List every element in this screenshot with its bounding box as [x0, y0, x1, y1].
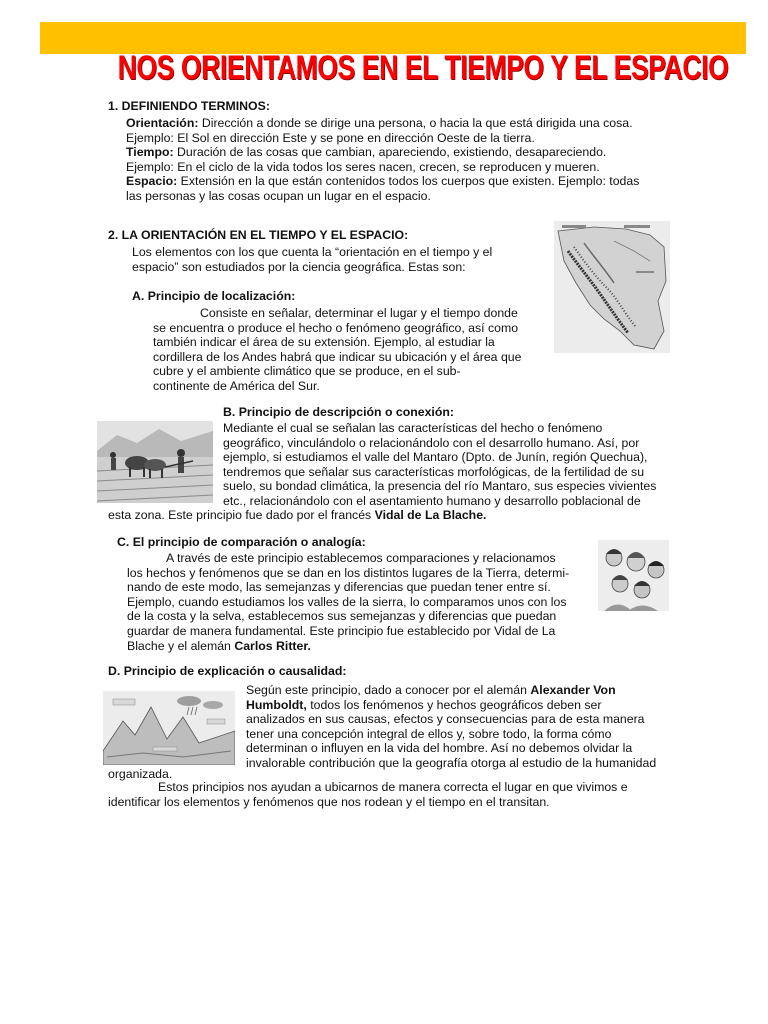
section2-intro-line: espacio” son estudiados por la ciencia geográfica. Estas son:: [132, 259, 466, 274]
principle-b-line: geográfico, vinculándolo o relacionándolo con el desarrollo humano. Así, por: [223, 435, 640, 450]
tiempo-definition: [126, 145, 746, 160]
tiempo-text: Duración de las cosas que cambian, apareciendo, existiendo, desapareciendo.: [173, 145, 607, 160]
principle-a-body: [153, 306, 553, 394]
farmers-plowing-image: [97, 421, 213, 503]
carlos-ritter: Carlos Ritter.: [234, 638, 311, 653]
people-image: [598, 540, 669, 611]
section2-intro: [132, 245, 552, 274]
farm-icon: [97, 421, 213, 503]
principle-a-line: continente de América del Sur.: [153, 378, 320, 393]
principle-d-text: todos los fenómenos y hechos geográficos deben ser: [306, 697, 602, 712]
principle-d-body: [246, 683, 686, 771]
principle-a-heading: A. Principio de localización:: [132, 289, 296, 303]
principle-d-line: analizados en sus causas, efectos y consecuencias para de esta manera: [246, 712, 645, 727]
principle-b-line: ejemplo, si estudiamos el valle del Mantaro (Dpto. de Junín, región Quechua),: [223, 450, 648, 465]
map-icon: [554, 221, 670, 353]
section2-heading: 2. LA ORIENTACIÓN EN EL TIEMPO Y EL ESPACIO:: [108, 228, 409, 242]
principle-c-heading: C. El principio de comparación o analogía:: [117, 535, 366, 549]
espacio-text: Extensión en la que están contenidos todos los cuerpos que existen. Ejemplo: todas: [177, 174, 640, 189]
principle-c-line: A través de este principio establecemos comparaciones y relacionamos: [166, 551, 556, 565]
principle-c-line: nando de este modo, las semejanzas y diferencias que puedan tener entre sí.: [127, 580, 551, 595]
section2-intro-line: Los elementos con los que cuenta la “orientación en el tiempo y el: [132, 245, 493, 259]
espacio-definition: [126, 174, 746, 189]
orientacion-text: Dirección a donde se dirige una persona, o hacia la que está dirigida una cosa.: [198, 116, 633, 130]
principle-d-line: [246, 698, 686, 713]
principle-c-line: guardar de manera fundamental. Este principio fue establecido por Vidal de La: [127, 623, 556, 638]
orientacion-term: Orientación:: [126, 116, 199, 130]
principle-d-text: Según este principio, dado a conocer por el alemán: [246, 683, 531, 697]
principle-b-last-line: [108, 508, 708, 523]
principle-d-line: tener una concepción integral de ellos y, sobre todo, la forma cómo: [246, 726, 612, 741]
principle-c-line: Ejemplo, cuando estudiamos los valles de la sierra, lo comparamos unos con los: [127, 594, 567, 609]
principle-b-line: suelo, su bondad climática, la presencia del río Mantaro, sus especies vivientes: [223, 479, 657, 494]
page-title: NOS ORIENTAMOS EN EL TIEMPO Y EL ESPACIO: [117, 49, 729, 87]
principle-d-closing: organizada.: [108, 767, 173, 781]
principle-a-line: cordillera de los Andes habrá que indicar su ubicación y el área que: [153, 349, 522, 364]
section1-heading: 1. DEFINIENDO TERMINOS:: [108, 99, 270, 113]
people-icon: [598, 540, 669, 611]
principle-a-line: también indicar el área de su extensión. Ejemplo, al estudiar la: [153, 335, 495, 350]
definitions-block: [126, 116, 746, 204]
principle-b-line: etc., relacionándolo con el asentamiento humano y desarrollo poblacional de: [223, 493, 641, 508]
principle-d-heading: D. Principio de explicación o causalidad:: [108, 664, 347, 678]
principle-d-line: invalorable contribución que la geografía otorga al estudio de la humanidad: [246, 755, 657, 770]
orientacion-example: Ejemplo: El Sol en dirección Este y se pone en dirección Oeste de la tierra.: [126, 130, 535, 145]
espacio-term: Espacio:: [126, 174, 178, 189]
principle-c-line: de la costa y la selva, establecemos sus semejanzas y diferencias que puedan: [127, 609, 557, 624]
tiempo-term: Tiempo:: [126, 145, 174, 160]
geographic-diagram-image: [103, 691, 235, 765]
diagram-icon: [103, 691, 235, 765]
conclusion-block: [108, 780, 708, 809]
principle-a-line: Consiste en señalar, determinar el lugar y el tiempo donde: [200, 306, 518, 320]
principle-b-body: [223, 421, 693, 509]
principle-c-last-line: [127, 639, 597, 654]
principle-d-line: [246, 683, 686, 698]
principle-c-text: Blache y el alemán: [127, 638, 235, 653]
principle-c-line: los hechos y fenómenos que se dan en los distintos lugares de la Tierra, determi-: [127, 565, 570, 580]
orientacion-definition: [126, 116, 746, 131]
principle-b-text: esta zona. Este principio fue dado por el francés: [108, 508, 375, 522]
alexander-von: Alexander Von: [530, 683, 616, 697]
principle-c-body: [127, 551, 597, 653]
vidal-de-la-blache: Vidal de La Blache.: [374, 508, 487, 522]
humboldt: Humboldt,: [246, 697, 307, 712]
conclusion-line: identificar los elementos y fenómenos que nos rodean y el tiempo en el transitan.: [108, 794, 550, 809]
espacio-definition-cont: las personas y las cosas ocupan un lugar en el espacio.: [126, 188, 431, 203]
principle-b-heading: B. Principio de descripción o conexión:: [223, 405, 454, 419]
principle-b-line: Mediante el cual se señalan las características del hecho o fenómeno: [223, 421, 603, 435]
principle-b-line: tendremos que señalar sus características morfológicas, de la fertilidad de su: [223, 464, 645, 479]
peru-map-image: [554, 221, 670, 353]
tiempo-example: Ejemplo: En el ciclo de la vida todos los seres nacen, crecen, se reproducen y mueren.: [126, 159, 600, 174]
principle-a-line: cubre y el ambiente climático que se produce, en el sub-: [153, 364, 461, 379]
principle-a-line: se encuentra o produce el hecho o fenómeno geográfico, así como: [153, 320, 519, 335]
conclusion-line: Estos principios nos ayudan a ubicarnos de manera correcta el lugar en que vivimos e: [158, 780, 628, 794]
principle-d-line: determinan o influyen en la vida del hombre. Así no debemos olvidar la: [246, 741, 633, 756]
